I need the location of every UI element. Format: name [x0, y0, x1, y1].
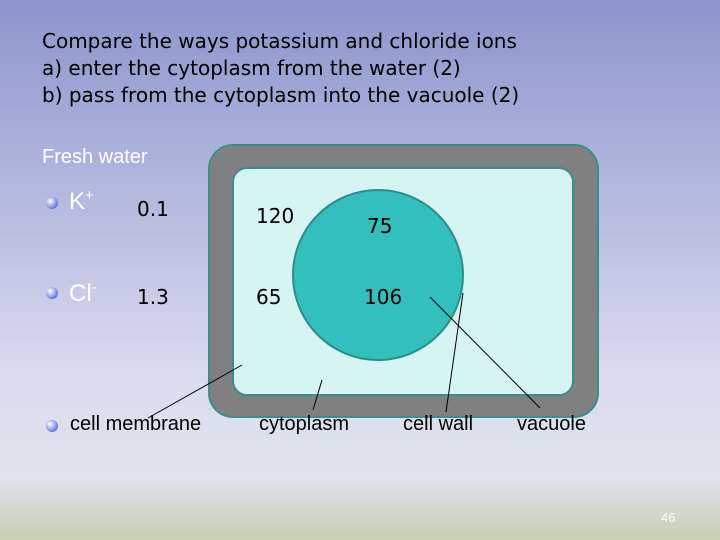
bullet-icon [46, 197, 58, 209]
question-line-3: b) pass from the cytoplasm into the vacuole (2) [42, 83, 520, 107]
potassium-cytoplasm-value: 120 [256, 204, 295, 228]
vacuole-label: vacuole [517, 413, 586, 435]
potassium-fresh-water-value: 0.1 [137, 197, 169, 221]
cell-wall-label: cell wall [403, 413, 474, 435]
ion-charge: - [91, 279, 97, 296]
fresh-water-label: Fresh water [42, 146, 148, 168]
bullet-icon [46, 420, 58, 432]
page-number: 46 [661, 510, 676, 525]
chloride-cytoplasm-value: 65 [256, 285, 282, 309]
potassium-vacuole-value: 75 [367, 214, 393, 238]
question-line-1: Compare the ways potassium and chloride ions [42, 29, 517, 53]
bullet-icon [46, 287, 58, 299]
cell-membrane-label: cell membrane [70, 413, 202, 435]
question-line-2: a) enter the cytoplasm from the water (2) [42, 56, 461, 80]
ion-charge: + [85, 187, 94, 204]
cytoplasm-label: cytoplasm [259, 413, 350, 435]
ion-symbol-chloride [69, 280, 97, 308]
ion-symbol-potassium [69, 188, 94, 216]
ion-symbol-text: Cl [69, 280, 92, 307]
ion-symbol-text: K [69, 188, 86, 215]
chloride-vacuole-value: 106 [364, 285, 403, 309]
chloride-fresh-water-value: 1.3 [137, 285, 169, 309]
